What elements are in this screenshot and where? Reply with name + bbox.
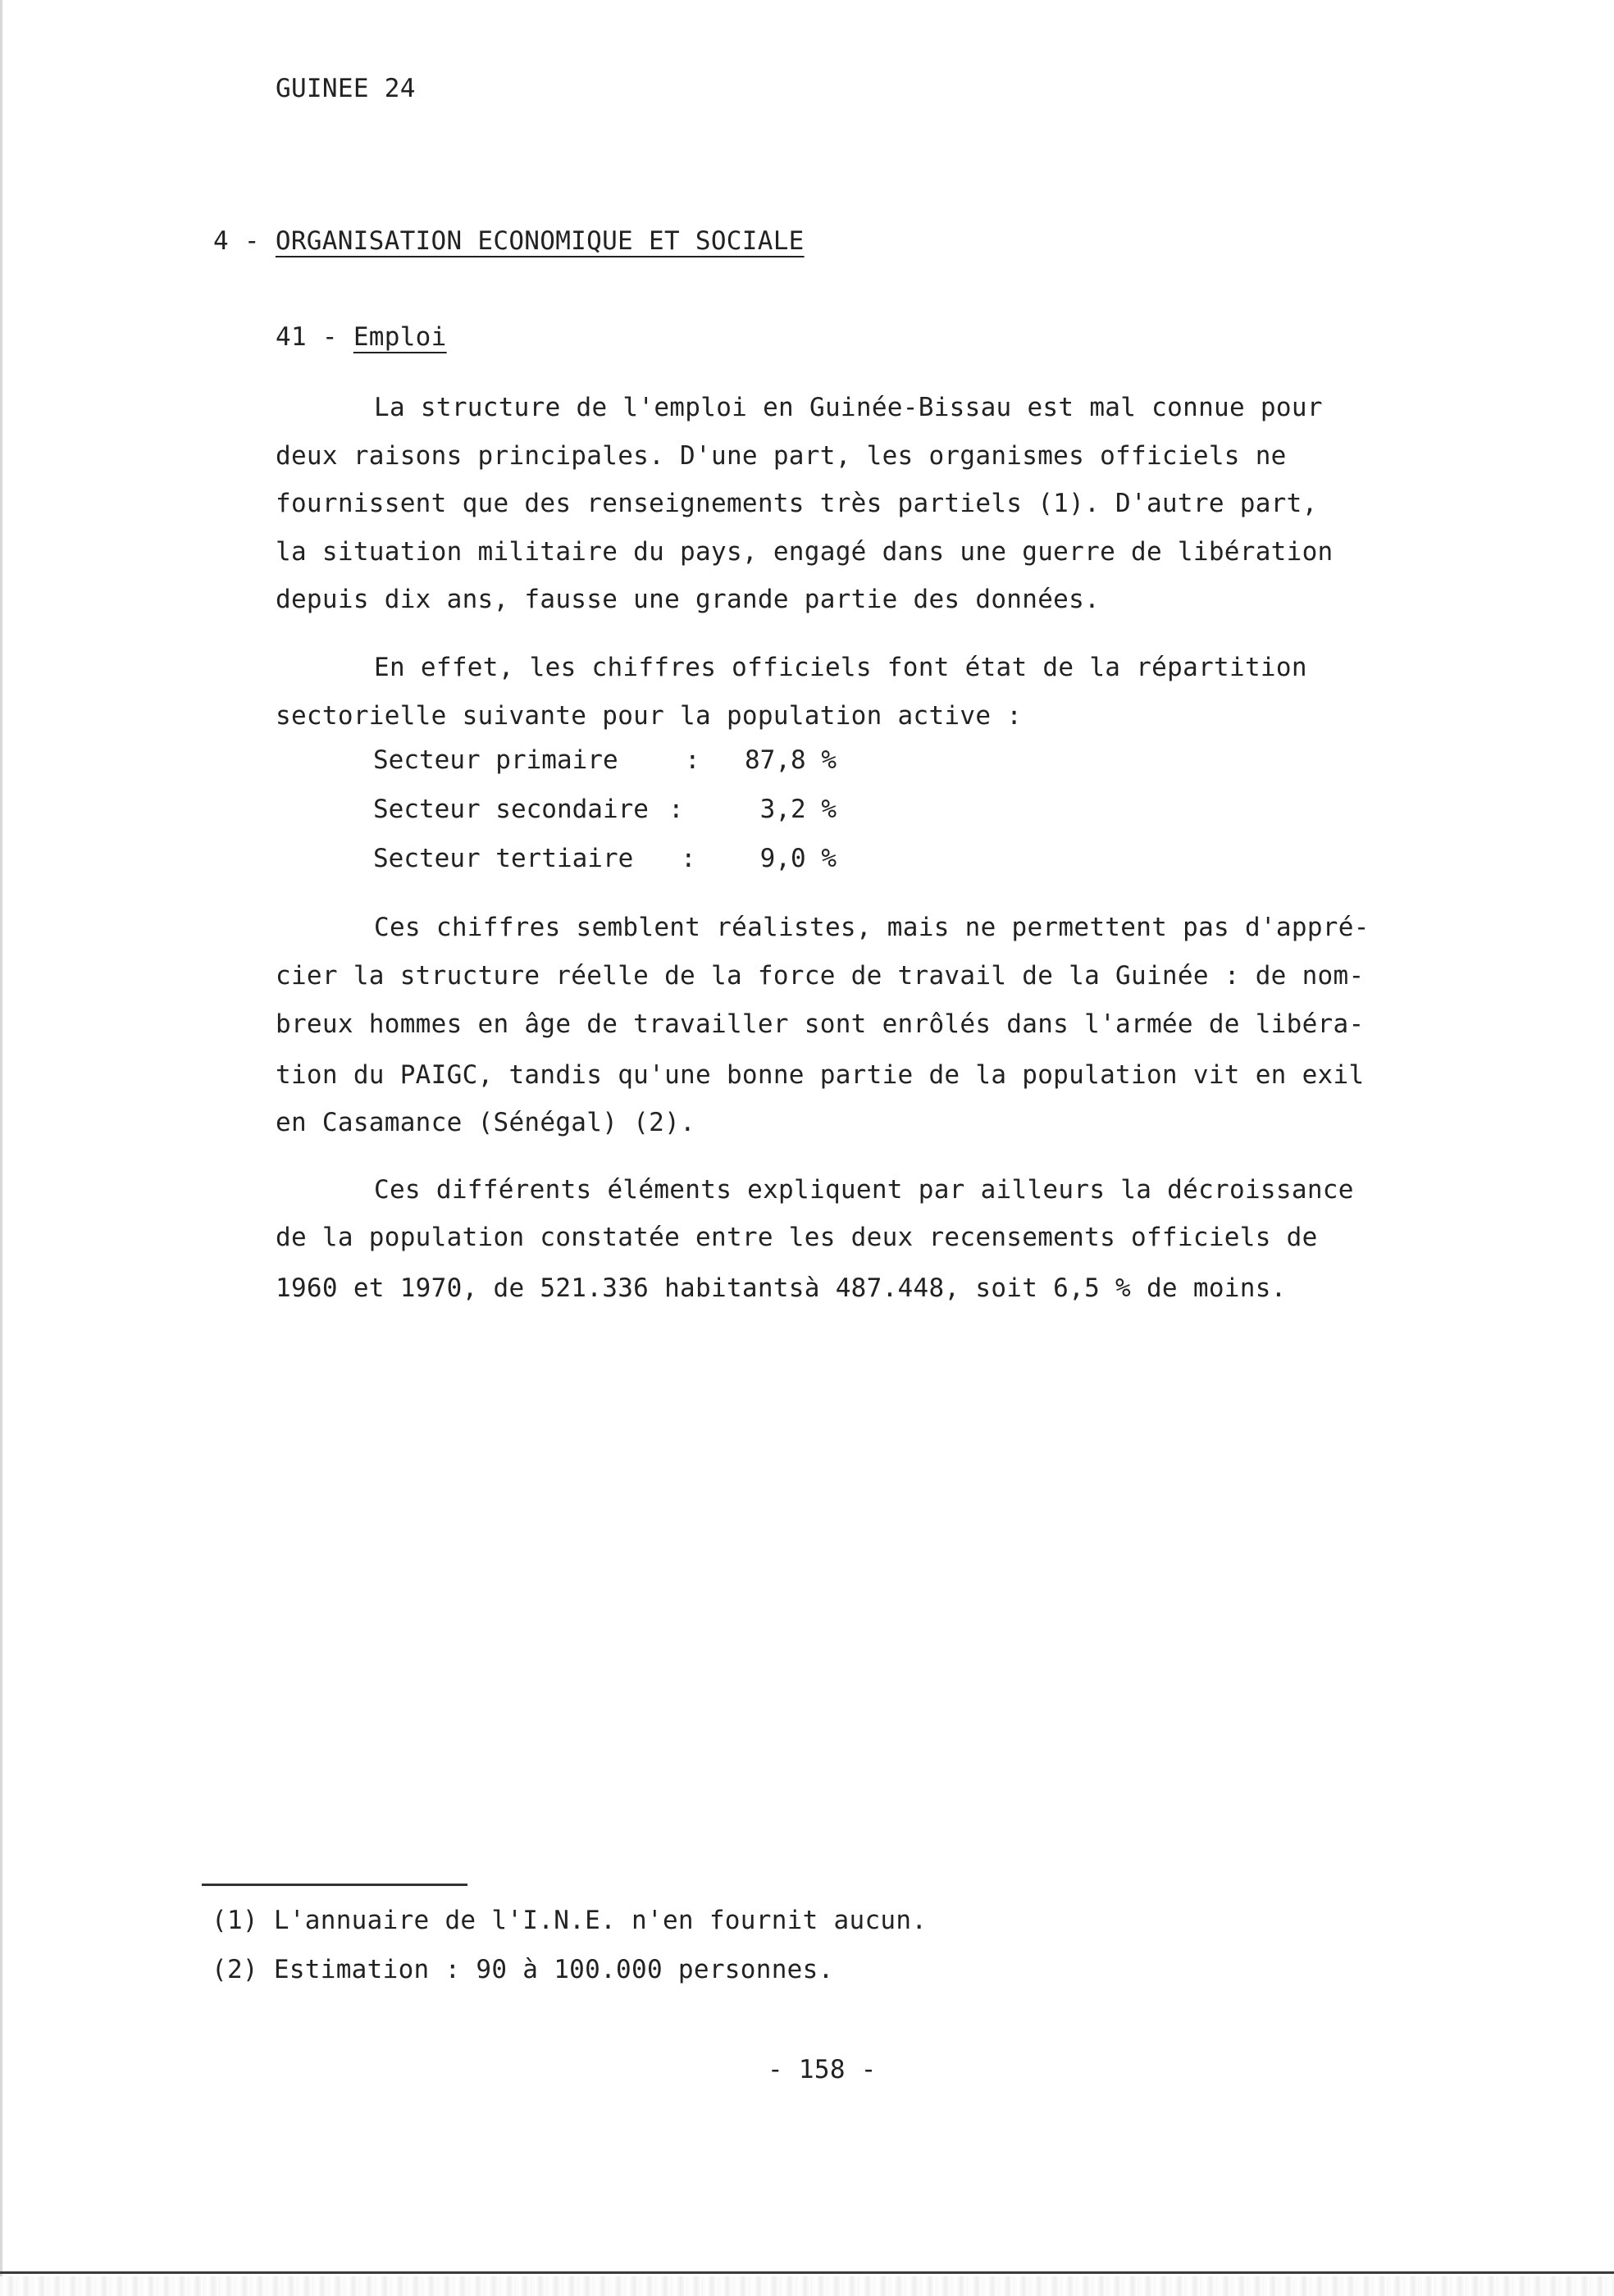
paragraph-1-line-2: deux raisons principales. D'une part, les organismes officiels ne — [276, 441, 1287, 471]
paragraph-1-line-5: depuis dix ans, fausse une grande partie des données. — [276, 585, 1101, 614]
sector-value-secondary: 3,2 % — [759, 795, 837, 824]
section-title: ORGANISATION ECONOMIQUE ET SOCIALE — [275, 226, 805, 256]
sector-value-primary: 87,8 % — [745, 745, 837, 775]
footnote-2: (2) Estimation : 90 à 100.000 personnes. — [212, 1955, 834, 1984]
paragraph-2-line-1: En effet, les chiffres officiels font état de la répartition — [374, 653, 1307, 682]
paragraph-3-line-5: en Casamance (Sénégal) (2). — [276, 1108, 696, 1137]
page-number: - 158 - — [768, 2055, 877, 2084]
paragraph-3-line-2: cier la structure réelle de la force de travail de la Guinée : de nom- — [276, 961, 1365, 991]
paragraph-3-line-3: breux hommes en âge de travailler sont enrôlés dans l'armée de libéra- — [276, 1009, 1365, 1039]
sector-colon-tertiary: : — [681, 844, 696, 873]
section-number: 4 - — [213, 226, 276, 256]
paragraph-4-line-2: de la population constatée entre les deux recensements officiels de — [276, 1223, 1318, 1252]
paragraph-3-line-1: Ces chiffres semblent réalistes, mais ne permettent pas d'appré- — [374, 913, 1370, 942]
paragraph-3-line-4: tion du PAIGC, tandis qu'une bonne partie de la population vit en exil — [276, 1060, 1365, 1090]
scan-left-edge — [0, 0, 2, 2296]
subsection-number: 41 - — [276, 322, 353, 352]
footnote-1: (1) L'annuaire de l'I.N.E. n'en fournit aucun. — [212, 1906, 928, 1935]
sector-colon-primary: : — [685, 745, 700, 775]
scan-bottom-border — [0, 2271, 1614, 2274]
paragraph-1-line-3: fournissent que des renseignements très partiels (1). D'autre part, — [276, 489, 1318, 518]
sector-label-tertiary: Secteur tertiaire — [373, 844, 634, 873]
paragraph-4-line-1: Ces différents éléments expliquent par ailleurs la décroissance — [374, 1175, 1354, 1205]
sector-value-tertiary: 9,0 % — [759, 844, 837, 873]
running-title: GUINEE 24 — [276, 74, 416, 103]
footnote-separator — [202, 1884, 467, 1886]
sector-colon-secondary: : — [668, 795, 684, 824]
sector-label-secondary: Secteur secondaire — [373, 795, 649, 824]
paragraph-4-line-3: 1960 et 1970, de 521.336 habitantsà 487.448, soit 6,5 % de moins. — [276, 1273, 1287, 1303]
paragraph-1-line-1: La structure de l'emploi en Guinée-Bissau est mal connue pour — [374, 393, 1323, 422]
subsection-title: Emploi — [353, 322, 447, 352]
paragraph-2-line-2: sectorielle suivante pour la population active : — [276, 701, 1023, 731]
scan-bottom-noise — [0, 2276, 1614, 2296]
paragraph-1-line-4: la situation militaire du pays, engagé dans une guerre de libération — [276, 537, 1334, 567]
sector-label-primary: Secteur primaire — [373, 745, 618, 775]
section-heading — [213, 225, 805, 257]
subsection-heading — [276, 321, 447, 353]
